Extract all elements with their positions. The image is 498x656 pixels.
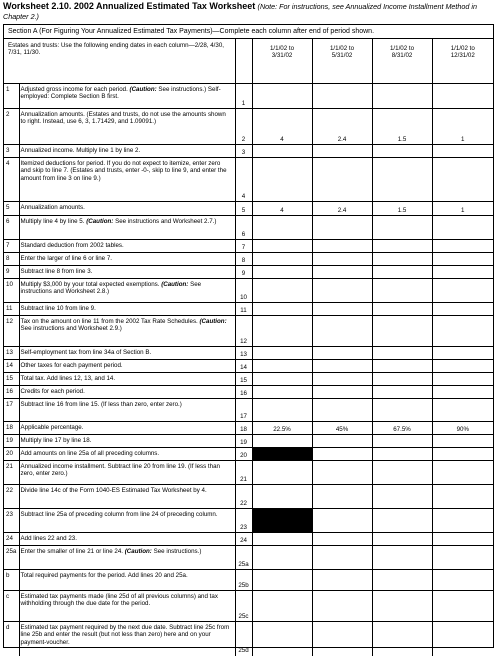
line-number: 19 (4, 435, 19, 448)
value-cell-col-4[interactable]: 1 (432, 202, 493, 216)
worksheet-row-14 (4, 360, 493, 373)
value-cell-col-3[interactable] (372, 485, 432, 509)
header-row (4, 39, 493, 84)
value-cell-col-3[interactable] (372, 84, 432, 109)
value-cell-col-2[interactable] (312, 240, 372, 253)
worksheet-row-10 (4, 279, 493, 303)
line-number: 9 (4, 266, 19, 279)
blacked-out-cell (252, 509, 312, 533)
line-number: 25a (4, 546, 19, 570)
value-cell-col-4[interactable] (432, 216, 493, 240)
value-cell-col-3[interactable] (372, 570, 432, 591)
worksheet-frame (3, 24, 494, 655)
worksheet-row-22 (4, 485, 493, 509)
line-label: 10 (235, 279, 252, 303)
value-cell-col-4[interactable] (432, 279, 493, 303)
value-cell-col-4[interactable] (432, 591, 493, 622)
line-label: 3 (235, 145, 252, 158)
line-number: 22 (4, 485, 19, 509)
line-label: 1 (235, 84, 252, 109)
line-number: 7 (4, 240, 19, 253)
value-cell-col-2[interactable] (312, 461, 372, 485)
value-cell-col-4[interactable] (432, 461, 493, 485)
value-cell-col-2[interactable]: 2.4 (312, 202, 372, 216)
worksheet-row-19 (4, 435, 493, 448)
worksheet-row-13 (4, 347, 493, 360)
value-cell-col-1[interactable] (252, 485, 312, 509)
section-a-heading: Section A (For Figuring Your Annualized Estimated Tax Payments)—Complete each column after end of period shown. (8, 28, 375, 35)
line-label: 21 (235, 461, 252, 485)
line-label: 4 (235, 158, 252, 202)
worksheet-title (3, 1, 495, 22)
worksheet-table (4, 38, 493, 656)
value-cell-col-2[interactable] (312, 533, 372, 546)
line-label: 16 (235, 386, 252, 399)
value-cell-col-4[interactable]: 90% (432, 422, 493, 435)
worksheet-row-12 (4, 316, 493, 347)
line-number: c (4, 591, 19, 622)
line-description: Tax on the amount on line 11 from the 2002 Tax Rate Schedules. (Caution: See instructions and Worksheet 2.9.) (19, 316, 235, 347)
value-cell-col-4[interactable] (432, 253, 493, 266)
value-cell-col-3[interactable] (372, 303, 432, 316)
line-description: Annualization amounts. (19, 202, 235, 216)
line-number: 14 (4, 360, 19, 373)
line-description: Add lines 22 and 23. (19, 533, 235, 546)
line-number: 11 (4, 303, 19, 316)
value-cell-col-3[interactable] (372, 546, 432, 570)
value-cell-col-4[interactable] (432, 622, 493, 656)
line-label: 25b (235, 570, 252, 591)
line-description: Self-employment tax from line 34a of Section B. (19, 347, 235, 360)
caution-label: (Caution: (199, 318, 227, 325)
column-header-2: 1/1/02 to 5/31/02 (312, 39, 372, 84)
line-label: 11 (235, 303, 252, 316)
worksheet-row-1 (4, 84, 493, 109)
worksheet-row-8 (4, 253, 493, 266)
line-label: 24 (235, 533, 252, 546)
value-cell-col-1[interactable] (252, 591, 312, 622)
value-cell-col-2[interactable] (312, 360, 372, 373)
worksheet-row-25a (4, 546, 493, 570)
value-cell-col-3[interactable]: 67.5% (372, 422, 432, 435)
value-cell-col-4[interactable]: 1 (432, 109, 493, 145)
value-cell-col-3[interactable]: 1.5 (372, 109, 432, 145)
value-cell-col-2[interactable] (312, 373, 372, 386)
value-cell-col-4[interactable] (432, 435, 493, 448)
value-cell-col-3[interactable] (372, 622, 432, 656)
value-cell-col-1[interactable] (252, 279, 312, 303)
value-cell-col-2[interactable] (312, 509, 372, 533)
worksheet-row-16 (4, 386, 493, 399)
value-cell-col-2[interactable] (312, 399, 372, 422)
line-description: Estimated tax payment required by the next due date. Subtract line 25c from line 25b and enter the result (but not less than zero) here and on your payment-voucher. (19, 622, 235, 656)
value-cell-col-1[interactable]: 22.5% (252, 422, 312, 435)
line-description: Subtract line 16 from line 15. (If less than zero, enter zero.) (19, 399, 235, 422)
value-cell-col-4[interactable] (432, 145, 493, 158)
line-description: Multiply line 4 by line 5. (Caution: See instructions and Worksheet 2.7.) (19, 216, 235, 240)
value-cell-col-3[interactable] (372, 158, 432, 202)
line-number: 10 (4, 279, 19, 303)
line-label: 8 (235, 253, 252, 266)
header-spacer (235, 39, 252, 84)
value-cell-col-1[interactable] (252, 145, 312, 158)
line-label: 20 (235, 448, 252, 461)
worksheet-row-4 (4, 158, 493, 202)
worksheet-row-23 (4, 509, 493, 533)
value-cell-col-3[interactable] (372, 533, 432, 546)
value-cell-col-1[interactable] (252, 84, 312, 109)
value-cell-col-4[interactable] (432, 303, 493, 316)
value-cell-col-2[interactable] (312, 158, 372, 202)
line-label: 7 (235, 240, 252, 253)
value-cell-col-1[interactable] (252, 266, 312, 279)
line-label: 12 (235, 316, 252, 347)
line-description: Annualized income installment. Subtract line 20 from line 19. (If less than zero, enter zero.) (19, 461, 235, 485)
line-number: b (4, 570, 19, 591)
column-header-3: 1/1/02 to 8/31/02 (372, 39, 432, 84)
worksheet-row-15 (4, 373, 493, 386)
value-cell-col-2[interactable] (312, 347, 372, 360)
worksheet-row-6 (4, 216, 493, 240)
line-number: d (4, 622, 19, 656)
line-description: Annualization amounts. (Estates and trusts, do not use the amounts shown to right. Instead, use 6, 3, 1.71429, and 1.09091.) (19, 109, 235, 145)
line-label: 15 (235, 373, 252, 386)
line-description: Other taxes for each payment period. (19, 360, 235, 373)
worksheet-row-18 (4, 422, 493, 435)
worksheet-row-9 (4, 266, 493, 279)
line-description: Subtract line 8 from line 3. (19, 266, 235, 279)
line-number: 1 (4, 84, 19, 109)
value-cell-col-1[interactable] (252, 253, 312, 266)
line-number: 2 (4, 109, 19, 145)
value-cell-col-4[interactable] (432, 373, 493, 386)
worksheet-row-20 (4, 448, 493, 461)
value-cell-col-2[interactable] (312, 266, 372, 279)
value-cell-col-1[interactable] (252, 316, 312, 347)
line-number: 8 (4, 253, 19, 266)
value-cell-col-2[interactable] (312, 216, 372, 240)
line-description: Subtract line 10 from line 9. (19, 303, 235, 316)
value-cell-col-2[interactable] (312, 84, 372, 109)
value-cell-col-1[interactable] (252, 570, 312, 591)
value-cell-col-3[interactable] (372, 435, 432, 448)
header-description: Estates and trusts: Use the following ending dates in each column—2/28, 4/30, 7/31, 11/30. (4, 39, 235, 84)
line-description: Divide line 14c of the Form 1040-ES Estimated Tax Worksheet by 4. (19, 485, 235, 509)
value-cell-col-1[interactable] (252, 533, 312, 546)
value-cell-col-1[interactable] (252, 622, 312, 656)
value-cell-col-2[interactable] (312, 435, 372, 448)
line-number: 23 (4, 509, 19, 533)
value-cell-col-3[interactable] (372, 145, 432, 158)
value-cell-col-1[interactable] (252, 386, 312, 399)
line-description: Estimated tax payments made (line 25d of all previous columns) and tax withholding through the due date for the period. (19, 591, 235, 622)
line-label: 25c (235, 591, 252, 622)
line-label: 9 (235, 266, 252, 279)
value-cell-col-3[interactable] (372, 216, 432, 240)
value-cell-col-2[interactable] (312, 622, 372, 656)
line-label: 23 (235, 509, 252, 533)
value-cell-col-2[interactable] (312, 386, 372, 399)
value-cell-col-4[interactable] (432, 84, 493, 109)
line-description: Annualized income. Multiply line 1 by line 2. (19, 145, 235, 158)
value-cell-col-1[interactable] (252, 399, 312, 422)
value-cell-col-4[interactable] (432, 360, 493, 373)
value-cell-col-2[interactable] (312, 303, 372, 316)
line-number: 21 (4, 461, 19, 485)
value-cell-col-1[interactable] (252, 546, 312, 570)
value-cell-col-3[interactable] (372, 347, 432, 360)
value-cell-col-1[interactable] (252, 461, 312, 485)
line-number: 3 (4, 145, 19, 158)
value-cell-col-1[interactable]: 4 (252, 202, 312, 216)
value-cell-col-2[interactable] (312, 591, 372, 622)
worksheet-row-5 (4, 202, 493, 216)
line-number: 4 (4, 158, 19, 202)
line-label: 22 (235, 485, 252, 509)
line-description: Subtract line 25a of preceding column from line 24 of preceding column. (19, 509, 235, 533)
worksheet-row-17 (4, 399, 493, 422)
value-cell-col-3[interactable] (372, 509, 432, 533)
value-cell-col-3[interactable]: 1.5 (372, 202, 432, 216)
worksheet-row-21 (4, 461, 493, 485)
line-number: 12 (4, 316, 19, 347)
value-cell-col-4[interactable] (432, 347, 493, 360)
value-cell-col-3[interactable] (372, 253, 432, 266)
line-description: Multiply $3,000 by your total expected exemptions. (Caution: See instructions and Worksheet 2.8.) (19, 279, 235, 303)
value-cell-col-1[interactable] (252, 435, 312, 448)
value-cell-col-4[interactable] (432, 266, 493, 279)
blacked-out-cell (252, 448, 312, 461)
line-label: 18 (235, 422, 252, 435)
value-cell-col-1[interactable] (252, 303, 312, 316)
worksheet-row-24 (4, 533, 493, 546)
worksheet-row-11 (4, 303, 493, 316)
line-label: 2 (235, 109, 252, 145)
line-number: 17 (4, 399, 19, 422)
value-cell-col-4[interactable] (432, 399, 493, 422)
value-cell-col-2[interactable] (312, 448, 372, 461)
line-label: 5 (235, 202, 252, 216)
line-number: 13 (4, 347, 19, 360)
line-description: Add amounts on line 25a of all preceding columns. (19, 448, 235, 461)
line-number: 5 (4, 202, 19, 216)
worksheet-title-note: (Note: For instructions, see Annualized Income Installment Method in Chapter 2.) (3, 2, 478, 21)
line-description: Total required payments for the period. Add lines 20 and 25a. (19, 570, 235, 591)
value-cell-col-1[interactable] (252, 158, 312, 202)
line-description: Standard deduction from 2002 tables. (19, 240, 235, 253)
line-number: 6 (4, 216, 19, 240)
worksheet-row-2 (4, 109, 493, 145)
value-cell-col-4[interactable] (432, 158, 493, 202)
column-header-4: 1/1/02 to 12/31/02 (432, 39, 493, 84)
value-cell-col-1[interactable] (252, 347, 312, 360)
value-cell-col-1[interactable]: 4 (252, 109, 312, 145)
value-cell-col-4[interactable] (432, 533, 493, 546)
value-cell-col-3[interactable] (372, 316, 432, 347)
value-cell-col-3[interactable] (372, 360, 432, 373)
line-description: Multiply line 17 by line 18. (19, 435, 235, 448)
line-label: 13 (235, 347, 252, 360)
value-cell-col-3[interactable] (372, 448, 432, 461)
line-description: Credits for each period. (19, 386, 235, 399)
caution-label: (Caution: (86, 218, 114, 225)
line-description: Enter the smaller of line 21 or line 24. (Caution: See instructions.) (19, 546, 235, 570)
worksheet-row-7 (4, 240, 493, 253)
line-label: 14 (235, 360, 252, 373)
value-cell-col-1[interactable] (252, 373, 312, 386)
value-cell-col-3[interactable] (372, 240, 432, 253)
value-cell-col-2[interactable] (312, 145, 372, 158)
value-cell-col-3[interactable] (372, 399, 432, 422)
value-cell-col-3[interactable] (372, 591, 432, 622)
value-cell-col-4[interactable] (432, 485, 493, 509)
value-cell-col-4[interactable] (432, 509, 493, 533)
line-number: 16 (4, 386, 19, 399)
worksheet-row-25d (4, 622, 493, 656)
line-label: 25d (235, 622, 252, 656)
value-cell-col-2[interactable] (312, 546, 372, 570)
value-cell-col-3[interactable] (372, 373, 432, 386)
value-cell-col-1[interactable] (252, 360, 312, 373)
value-cell-col-2[interactable] (312, 279, 372, 303)
value-cell-col-4[interactable] (432, 386, 493, 399)
value-cell-col-4[interactable] (432, 316, 493, 347)
value-cell-col-2[interactable] (312, 316, 372, 347)
caution-label: (Caution: (124, 548, 152, 555)
value-cell-col-4[interactable] (432, 546, 493, 570)
line-number: 24 (4, 533, 19, 546)
value-cell-col-4[interactable] (432, 570, 493, 591)
value-cell-col-2[interactable] (312, 253, 372, 266)
worksheet-row-25b (4, 570, 493, 591)
value-cell-col-1[interactable] (252, 216, 312, 240)
value-cell-col-2[interactable]: 45% (312, 422, 372, 435)
worksheet-row-25c (4, 591, 493, 622)
value-cell-col-3[interactable] (372, 461, 432, 485)
line-description: Applicable percentage. (19, 422, 235, 435)
column-header-1: 1/1/02 to 3/31/02 (252, 39, 312, 84)
value-cell-col-4[interactable] (432, 240, 493, 253)
line-label: 6 (235, 216, 252, 240)
caution-label: (Caution: (129, 86, 157, 93)
caution-label: (Caution: (161, 281, 189, 288)
value-cell-col-3[interactable] (372, 279, 432, 303)
value-cell-col-2[interactable] (312, 485, 372, 509)
value-cell-col-4[interactable] (432, 448, 493, 461)
line-description: Itemized deductions for period. If you do not expect to itemize, enter zero and skip to line 7. (Estates and trusts, enter -0-, skip to line 9, and enter the amount from line 3 on line 9.) (19, 158, 235, 202)
value-cell-col-3[interactable] (372, 266, 432, 279)
worksheet-row-3 (4, 145, 493, 158)
line-number: 15 (4, 373, 19, 386)
line-label: 19 (235, 435, 252, 448)
line-description: Enter the larger of line 6 or line 7. (19, 253, 235, 266)
value-cell-col-3[interactable] (372, 386, 432, 399)
line-label: 17 (235, 399, 252, 422)
worksheet-title-main: Worksheet 2.10. 2002 Annualized Estimated Tax Worksheet (3, 1, 256, 11)
value-cell-col-2[interactable] (312, 570, 372, 591)
value-cell-col-2[interactable]: 2.4 (312, 109, 372, 145)
value-cell-col-1[interactable] (252, 240, 312, 253)
line-description: Total tax. Add lines 12, 13, and 14. (19, 373, 235, 386)
line-number: 18 (4, 422, 19, 435)
line-description: Adjusted gross income for each period. (Caution: See instructions.) Self-employed: Complete Section B first. (19, 84, 235, 109)
line-number: 20 (4, 448, 19, 461)
line-label: 25a (235, 546, 252, 570)
